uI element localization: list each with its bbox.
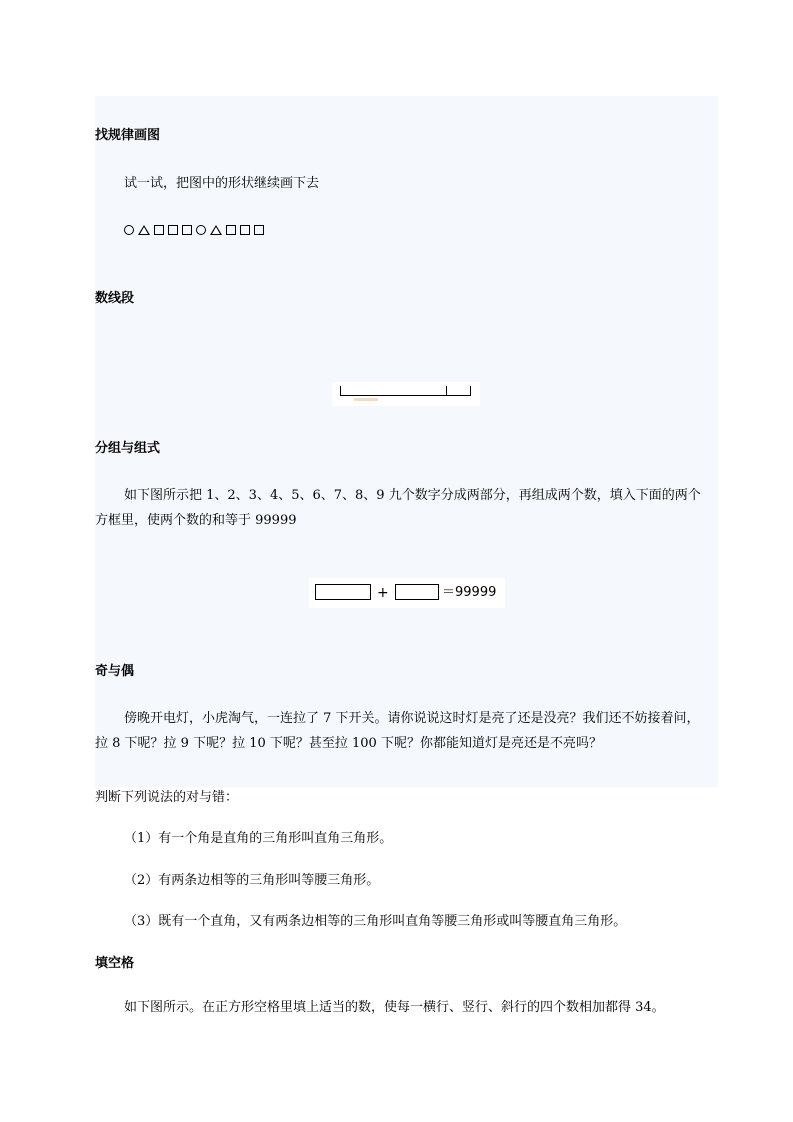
square-icon: [168, 225, 178, 235]
segment-line: [340, 395, 470, 396]
answer-box-1: [315, 584, 371, 600]
true-false-item: （1）有一个角是直角的三角形叫直角三角形。: [124, 831, 393, 846]
segment-tick: [470, 386, 471, 396]
triangle-icon: [210, 225, 222, 235]
odd-even-text-line2: 拉 8 下呢？拉 9 下呢？拉 10 下呢？甚至拉 100 下呢？你都能知道灯是亮还是不亮吗？: [95, 736, 602, 751]
circle-icon: [196, 225, 206, 235]
plus-sign: +: [377, 585, 389, 601]
shaded-content-block: [95, 96, 718, 787]
segment-watermark: [354, 398, 378, 401]
square-icon: [240, 225, 250, 235]
heading-pattern: 找规律画图: [95, 128, 161, 143]
heading-grouping: 分组与组式: [95, 441, 161, 456]
heading-fill-grid: 填空格: [95, 956, 135, 971]
pattern-instruction: 试一试，把图中的形状继续画下去: [124, 176, 320, 191]
square-icon: [254, 225, 264, 235]
circle-icon: [124, 225, 134, 235]
grouping-text-line1: 如下图所示把 1、2、3、4、5、6、7、8、9 九个数字分成两部分，再组成两个数，填入下面的两个: [124, 488, 701, 503]
square-icon: [154, 225, 164, 235]
sum-equation-figure: [309, 578, 505, 608]
shape-sequence: [124, 222, 264, 238]
true-false-item: （2）有两条边相等的三角形叫等腰三角形。: [124, 873, 380, 888]
segment-tick: [446, 386, 447, 396]
odd-even-text-line1: 傍晚开电灯，小虎淘气，一连拉了 7 下开关。请你说说这时灯是亮了还是没亮？我们还不妨接着问，: [124, 711, 700, 726]
square-icon: [182, 225, 192, 235]
square-icon: [226, 225, 236, 235]
equals-target: ＝99999: [442, 585, 497, 600]
true-false-item: （3）既有一个直角，又有两条边相等的三角形叫直角等腰三角形或叫等腰直角三角形。: [124, 914, 627, 929]
triangle-icon: [138, 225, 150, 235]
line-segment-figure: [332, 382, 480, 406]
answer-box-2: [395, 584, 439, 600]
fill-grid-text: 如下图所示。在正方形空格里填上适当的数，使每一横行、竖行、斜行的四个数相加都得 34。: [124, 1000, 665, 1015]
grouping-text-line2: 方框里，使两个数的和等于 99999: [95, 513, 297, 528]
heading-line-segment: 数线段: [95, 291, 135, 306]
heading-odd-even: 奇与偶: [95, 664, 135, 679]
true-false-intro: 判断下列说法的对与错：: [95, 790, 239, 805]
segment-tick: [340, 386, 341, 396]
